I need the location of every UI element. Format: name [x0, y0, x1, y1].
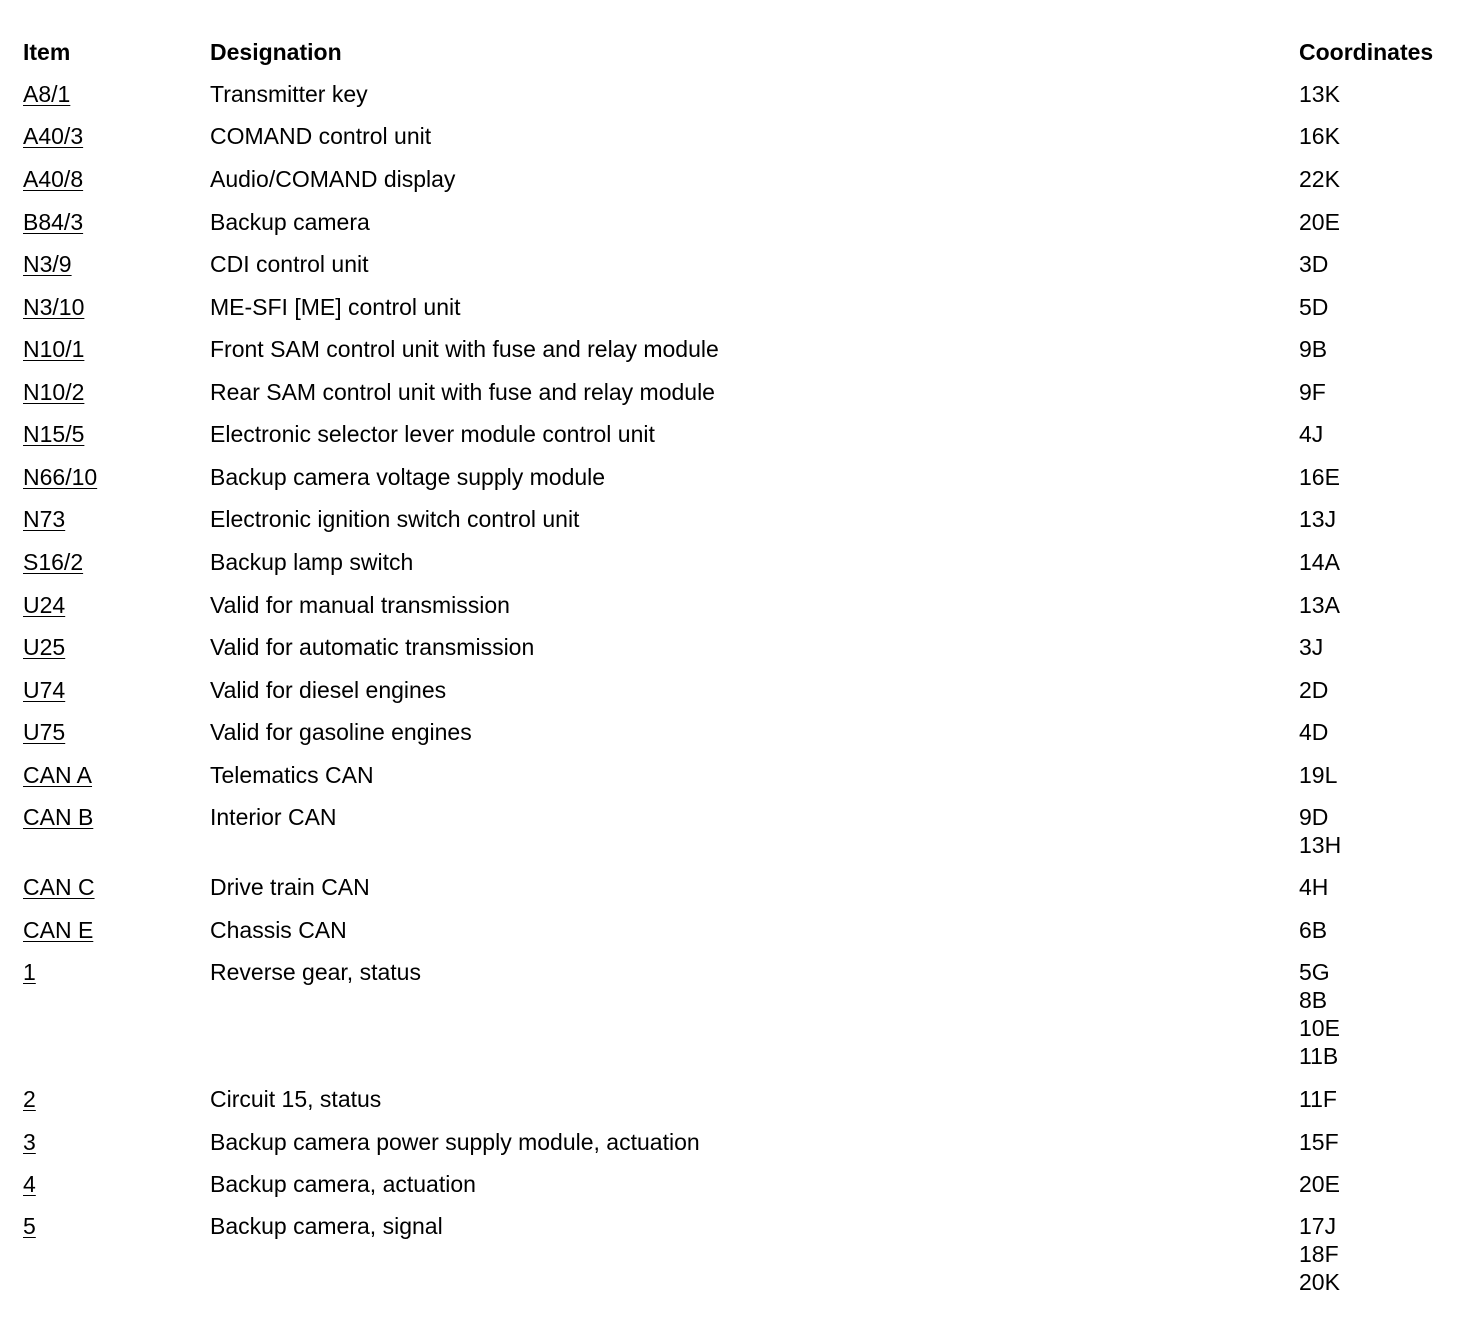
- coordinate-value: 8B: [1299, 987, 1328, 1013]
- designation-text: ME-SFI [ME] control unit: [210, 294, 461, 320]
- coordinates-cell: [1299, 335, 1327, 363]
- item-link[interactable]: 2: [23, 1086, 36, 1112]
- coordinates-cell: [1299, 1128, 1339, 1156]
- designation-text: Reverse gear, status: [210, 959, 421, 985]
- coordinates-cell: [1299, 761, 1337, 789]
- item-link[interactable]: 5: [23, 1213, 36, 1239]
- coordinate-value: 4H: [1299, 874, 1329, 900]
- designation-text: Electronic ignition switch control unit: [210, 506, 580, 532]
- item-link[interactable]: N3/10: [23, 294, 85, 320]
- item-link[interactable]: N15/5: [23, 421, 85, 447]
- coordinate-value: 9F: [1299, 379, 1326, 405]
- coordinates-cell: [1299, 803, 1341, 859]
- coordinates-cell: [1299, 548, 1340, 576]
- coordinates-cell: [1299, 718, 1328, 746]
- coordinate-value: 5D: [1299, 294, 1329, 320]
- coordinate-value: 4J: [1299, 421, 1324, 447]
- coordinate-value: 16E: [1299, 464, 1340, 490]
- item-link[interactable]: B84/3: [23, 209, 84, 235]
- item-column-header: Item: [23, 39, 71, 65]
- item-link[interactable]: CAN E: [23, 917, 94, 943]
- designation-text: Backup camera power supply module, actuation: [210, 1129, 700, 1155]
- item-link[interactable]: U75: [23, 719, 66, 745]
- item-link[interactable]: A40/8: [23, 166, 84, 192]
- coordinate-value: 22K: [1299, 166, 1340, 192]
- item-link[interactable]: N66/10: [23, 464, 98, 490]
- coordinates-cell: [1299, 958, 1340, 1070]
- coordinate-value: 14A: [1299, 549, 1340, 575]
- designation-text: Backup camera voltage supply module: [210, 464, 606, 490]
- coordinate-value: 16K: [1299, 123, 1340, 149]
- coordinate-value: 15F: [1299, 1129, 1339, 1155]
- designation-text: Backup lamp switch: [210, 549, 414, 575]
- coordinate-value: 13J: [1299, 506, 1337, 532]
- item-link[interactable]: A40/3: [23, 123, 84, 149]
- item-link[interactable]: N10/1: [23, 336, 85, 362]
- coordinate-value: 17J: [1299, 1213, 1337, 1239]
- coordinate-value: 4D: [1299, 719, 1329, 745]
- item-link[interactable]: 3: [23, 1129, 36, 1155]
- coordinate-value: 9D: [1299, 804, 1329, 830]
- coordinate-value: 6B: [1299, 917, 1328, 943]
- coordinates-cell: [1299, 505, 1336, 533]
- designation-text: Rear SAM control unit with fuse and relay module: [210, 379, 715, 405]
- coordinates-cell: [1299, 591, 1340, 619]
- coordinates-cell: [1299, 633, 1323, 661]
- designation-text: Front SAM control unit with fuse and relay module: [210, 336, 719, 362]
- coordinates-cell: [1299, 873, 1328, 901]
- designation-text: Drive train CAN: [210, 874, 370, 900]
- coordinates-cell: [1299, 165, 1340, 193]
- coordinates-cell: [1299, 916, 1327, 944]
- designation-text: CDI control unit: [210, 251, 369, 277]
- designation-text: Audio/COMAND display: [210, 166, 456, 192]
- coordinate-value: 3D: [1299, 251, 1329, 277]
- coordinates-cell: [1299, 676, 1328, 704]
- item-link[interactable]: U24: [23, 592, 66, 618]
- designation-text: Interior CAN: [210, 804, 337, 830]
- item-link[interactable]: S16/2: [23, 549, 84, 575]
- item-link[interactable]: N73: [23, 506, 66, 532]
- coordinates-cell: [1299, 1170, 1340, 1198]
- coordinates-cell: [1299, 293, 1328, 321]
- designation-text: Circuit 15, status: [210, 1086, 382, 1112]
- designation-text: Electronic selector lever module control unit: [210, 421, 655, 447]
- coordinate-value: 11B: [1299, 1043, 1339, 1069]
- item-link[interactable]: N10/2: [23, 379, 85, 405]
- designation-text: COMAND control unit: [210, 123, 432, 149]
- coordinates-cell: [1299, 1212, 1340, 1296]
- coordinate-value: 20E: [1299, 1171, 1340, 1197]
- coordinate-value: 2D: [1299, 677, 1329, 703]
- coordinates-cell: [1299, 420, 1323, 448]
- coordinates-cell: [1299, 122, 1340, 150]
- designation-text: Valid for gasoline engines: [210, 719, 472, 745]
- designation-column-header: Designation: [210, 39, 342, 65]
- coordinates-cell: [1299, 250, 1328, 278]
- item-link[interactable]: 4: [23, 1171, 36, 1197]
- coordinates-cell: [1299, 378, 1326, 406]
- designation-text: Transmitter key: [210, 81, 368, 107]
- coordinate-value: 13K: [1299, 81, 1340, 107]
- coordinate-value: 9B: [1299, 336, 1328, 362]
- coordinate-value: 3J: [1299, 634, 1324, 660]
- coordinates-cell: [1299, 80, 1340, 108]
- designation-text: Valid for manual transmission: [210, 592, 510, 618]
- coordinate-value: 10E: [1299, 1015, 1340, 1041]
- designation-text: Chassis CAN: [210, 917, 347, 943]
- designation-text: Valid for diesel engines: [210, 677, 447, 703]
- item-link[interactable]: N3/9: [23, 251, 72, 277]
- designation-text: Valid for automatic transmission: [210, 634, 535, 660]
- coordinates-cell: [1299, 1085, 1337, 1113]
- coordinate-value: 20E: [1299, 209, 1340, 235]
- coordinate-value: 19L: [1299, 762, 1338, 788]
- coordinate-value: 13H: [1299, 832, 1342, 858]
- item-link[interactable]: U74: [23, 677, 66, 703]
- item-link[interactable]: CAN A: [23, 762, 93, 788]
- item-link[interactable]: CAN B: [23, 804, 94, 830]
- designation-text: Backup camera, signal: [210, 1213, 443, 1239]
- coordinate-value: 20K: [1299, 1269, 1340, 1295]
- coordinate-value: 5G: [1299, 959, 1330, 985]
- designation-text: Telematics CAN: [210, 762, 374, 788]
- designation-text: Backup camera, actuation: [210, 1171, 476, 1197]
- coordinates-cell: [1299, 463, 1340, 491]
- item-link[interactable]: CAN C: [23, 874, 95, 900]
- item-link[interactable]: A8/1: [23, 81, 71, 107]
- coordinate-value: 13A: [1299, 592, 1340, 618]
- coordinate-value: 11F: [1299, 1086, 1337, 1112]
- item-link[interactable]: 1: [23, 959, 36, 985]
- item-link[interactable]: U25: [23, 634, 66, 660]
- designation-text: Backup camera: [210, 209, 370, 235]
- coordinates-cell: [1299, 208, 1340, 236]
- coordinates-column-header: Coordinates: [1299, 39, 1434, 65]
- coordinate-value: 18F: [1299, 1241, 1339, 1267]
